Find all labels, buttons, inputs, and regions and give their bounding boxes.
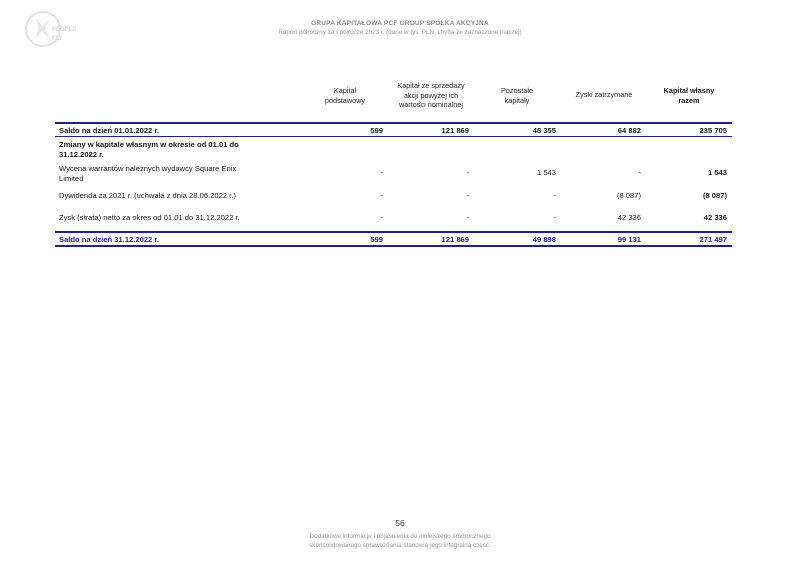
cell-value: 271 497: [699, 235, 727, 244]
report-title: GRUPA KAPITAŁOWA PCF GROUP SPÓŁKA AKCYJNA: [311, 20, 489, 27]
cell-value: -: [380, 168, 383, 177]
cell-value: 49 898: [532, 235, 556, 244]
cell-value: (8 087): [702, 191, 727, 200]
label-line: Limited: [59, 173, 84, 183]
label-line: Wycena warrantów należnych wydawcy Square Enix: [59, 164, 237, 173]
row-label: Zysk (strata) netto za okres od 01.01 do 31.12.2022 r.: [59, 213, 240, 222]
cell-value: 48 355: [532, 126, 556, 135]
cell-value: -: [466, 191, 469, 200]
col-header-line: Kapitał ze sprzedaży: [397, 81, 465, 90]
col-header-total-equity: [652, 86, 726, 105]
cell-value: 599: [370, 126, 383, 135]
cell-value: 599: [370, 235, 383, 244]
cell-value: 235 705: [699, 126, 727, 135]
logo-text-bottom: FLY: [52, 36, 63, 42]
cell-value: -: [380, 191, 383, 200]
cell-value: 42 336: [703, 213, 727, 222]
cell-value: -: [553, 191, 556, 200]
col-header-line: kapitały: [504, 95, 530, 105]
cell-value: -: [466, 213, 469, 222]
cell-value: -: [638, 168, 641, 177]
cell-value: -: [380, 213, 383, 222]
col-header-share-capital: [313, 86, 377, 105]
heading-line: 31.12.2022 r.: [59, 149, 104, 159]
report-subtitle: Raport półroczny za I półrocze 2023 r. (dane w tys. PLN, chyba że zaznaczone inaczej): [278, 29, 522, 36]
col-header-line: wartości nominalnej: [398, 100, 464, 109]
table-rule: [55, 245, 732, 247]
row-label: Saldo na dzień 31.12.2022 r.: [59, 235, 160, 244]
table-rule: [55, 231, 732, 233]
cell-value: 64 882: [617, 126, 641, 135]
cell-value: 1 543: [536, 168, 556, 177]
row-label: Dywidenda za 2021 r. (uchwała z dnia 28.06.2022 r.): [59, 191, 236, 200]
col-header-line: podstawowy: [324, 95, 366, 105]
row-label: [59, 164, 236, 183]
cell-value: (8 087): [616, 191, 641, 200]
footer-line: Dodatkowe informacje i objaśnienia do niniejszego śródrocznego: [309, 533, 491, 540]
col-header-line: Zyski zatrzymane: [575, 90, 633, 99]
page-number: 56: [395, 518, 405, 528]
col-header-line: razem: [678, 95, 700, 105]
logo-text-top: PEOPLE: [52, 27, 77, 33]
col-header-line: Kapitał własny: [663, 86, 715, 95]
cell-value: 42 336: [617, 213, 641, 222]
col-header-retained-earnings: [562, 90, 646, 100]
col-header-line: Kapitał: [333, 86, 357, 95]
cell-value: 121 869: [441, 126, 469, 135]
col-header-other-capital: [487, 86, 547, 105]
col-header-line: Pozostałe: [500, 86, 534, 95]
col-header-share-premium: [383, 81, 479, 110]
page-footer: [0, 533, 800, 550]
section-heading-changes: [59, 140, 239, 159]
col-header-line: akcji powyżej ich: [403, 90, 459, 100]
cell-value: 1 543: [707, 168, 727, 177]
cell-value: -: [466, 168, 469, 177]
cell-value: -: [553, 213, 556, 222]
cell-value: 99 131: [617, 235, 641, 244]
heading-line: Zmiany w kapitale własnym w okresie od 01.01 do: [59, 140, 239, 149]
table-rule: [55, 136, 732, 137]
footer-line: skonsolidowanego sprawozdania stanowią jego integralną część.: [309, 541, 491, 549]
cell-value: 121 869: [441, 235, 469, 244]
row-label: Saldo na dzień 01.01.2022 r.: [59, 126, 160, 135]
table-rule: [55, 122, 732, 124]
